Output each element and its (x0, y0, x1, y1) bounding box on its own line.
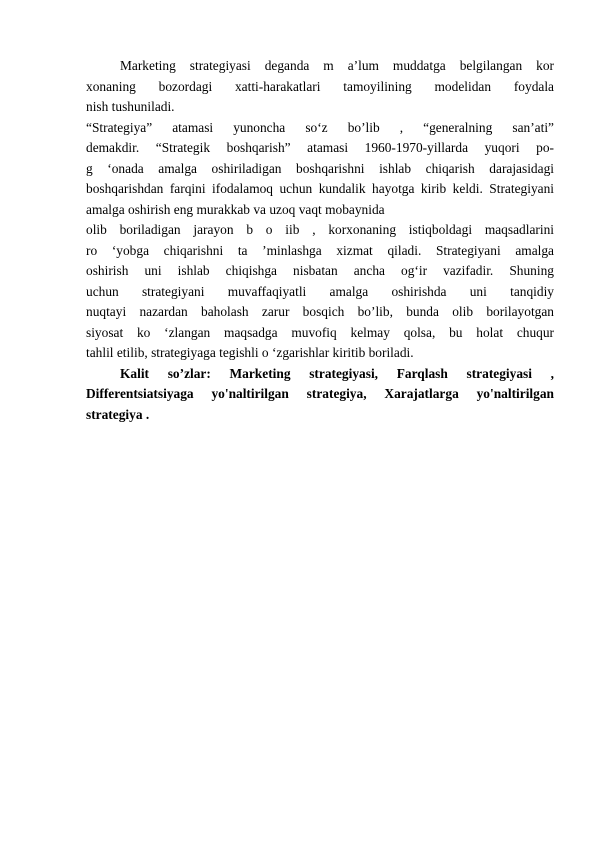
paragraph-line: “Strategiya” atamasi yunoncha so‘z bo’lib , “generalning san’ati” (86, 119, 554, 135)
paragraph-line: nish tushuniladi. (86, 99, 175, 114)
paragraph-line: olib boriladigan jarayon b o iib , korxonaning istiqboldagi maqsadlarini (86, 222, 554, 237)
paragraph-line: siyosat ko ‘zlangan maqsadga muvofiq kelmay qolsa, bu holat chuqur (86, 324, 554, 340)
paragraph-line: nuqtayi nazardan baholash zarur bosqich bo’lib, bunda olib borilayotgan (86, 304, 554, 319)
paragraph-line: ro ‘yobga chiqarishni ta ’minlashga xizmat qiladi. Strategiyani amalga (86, 242, 554, 258)
paragraph-line: g ‘onada amalga oshiriladigan boshqarishni ishlab chiqarish darajasidagi (86, 160, 554, 176)
paragraph-line: uchun strategiyani muvaffaqiyatli amalga oshirishda uni tanqidiy (86, 283, 554, 299)
keywords-line: strategiya . (86, 406, 150, 422)
keywords-line: Kalit so’zlar: Marketing strategiyasi, Farqlash strategiyasi , (120, 365, 554, 381)
paragraph-line: amalga oshirish eng murakkab va uzoq vaqt mobaynida (86, 201, 385, 217)
paragraph-line: boshqarishdan farqini ifodalamoq uchun kundalik hayotga kirib keldi. Strategiyani (86, 181, 554, 196)
keywords-line: Differentsiatsiyaga yo'naltirilgan strategiya, Xarajatlarga yo'naltirilgan (86, 386, 554, 401)
document-page (86, 56, 554, 425)
paragraph-line: demakdir. “Strategik boshqarish” atamasi 1960-1970-yillarda yuqori po- (86, 140, 554, 155)
paragraph-line: tahlil etilib, strategiyaga tegishli o ‘zgarishlar kiritib boriladi. (86, 345, 414, 360)
paragraph-line: Marketing strategiyasi deganda m a’lum muddatga belgilangan kor (120, 58, 554, 73)
paragraph-line: oshirish uni ishlab chiqishga nisbatan ancha og‘ir vazifadir. Shuning (86, 263, 554, 278)
paragraph-line: xonaning bozordagi xatti-harakatlari tamoyilining modelidan foydala (86, 78, 554, 94)
